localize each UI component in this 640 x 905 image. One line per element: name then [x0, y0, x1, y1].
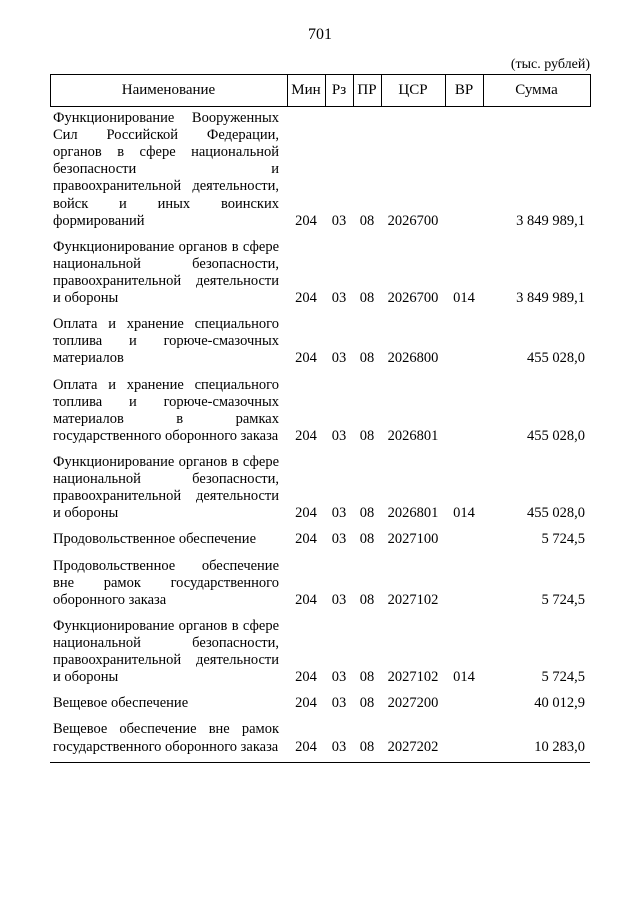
row-min: 204: [295, 350, 317, 367]
row-min: 204: [295, 738, 317, 755]
row-pr: 08: [359, 591, 375, 608]
row-vr: 014: [453, 290, 475, 307]
row-tsr: 2026801: [387, 505, 439, 522]
row-name: Оплата и хранение специального топлива и горюче-смазочных материалов: [53, 316, 279, 367]
row-min: 204: [295, 427, 317, 444]
table-row: [50, 555, 590, 615]
row-rz: 03: [331, 290, 347, 307]
row-summa: 40 012,9: [534, 695, 585, 712]
row-pr: 08: [359, 350, 375, 367]
row-tsr: 2027102: [387, 669, 439, 686]
row-pr: 08: [359, 505, 375, 522]
row-rz: 03: [331, 212, 347, 229]
row-summa: 455 028,0: [527, 350, 585, 367]
page-number: 701: [308, 26, 332, 43]
header-summa: Сумма: [483, 75, 590, 107]
row-tsr: 2027102: [387, 591, 439, 608]
row-min: 204: [295, 669, 317, 686]
row-min: 204: [295, 290, 317, 307]
row-vr: [445, 374, 483, 451]
row-tsr: 2027100: [387, 531, 439, 548]
header-name: Наименование: [50, 75, 287, 107]
table-row: [50, 528, 590, 554]
row-summa: 5 724,5: [541, 669, 585, 686]
row-min: 204: [295, 505, 317, 522]
row-vr: [445, 528, 483, 554]
row-tsr: 2027202: [387, 738, 439, 755]
row-summa: 455 028,0: [527, 505, 585, 522]
row-summa: 455 028,0: [527, 427, 585, 444]
table-row: [50, 692, 590, 718]
row-summa: 3 849 989,1: [516, 290, 585, 307]
table-body: [50, 107, 590, 763]
row-tsr: 2026700: [387, 212, 439, 229]
row-pr: 08: [359, 427, 375, 444]
row-vr: [445, 313, 483, 373]
row-name: Оплата и хранение специального топлива и горюче-смазочных материалов в рамках государственного оборонного заказа: [53, 376, 279, 444]
row-name: Функционирование органов в сфере национальной безопасности, правоохранительной деятельности и обороны: [53, 453, 279, 522]
row-vr: [445, 692, 483, 718]
row-min: 204: [295, 591, 317, 608]
table-header: [50, 75, 590, 107]
budget-table: [50, 74, 591, 763]
row-name: Продовольственное обеспечение вне рамок государственного оборонного заказа: [53, 557, 279, 608]
header-min: Мин: [287, 75, 325, 107]
row-min: 204: [295, 695, 317, 712]
row-vr: [445, 718, 483, 762]
table-row: [50, 107, 590, 236]
row-summa: 5 724,5: [541, 591, 585, 608]
row-tsr: 2026801: [387, 427, 439, 444]
row-rz: 03: [331, 591, 347, 608]
row-pr: 08: [359, 669, 375, 686]
row-summa: 3 849 989,1: [516, 212, 585, 229]
row-summa: 5 724,5: [541, 531, 585, 548]
row-vr: 014: [453, 669, 475, 686]
row-name: Функционирование Вооруженных Сил Российской Федерации, органов в сфере национальной безопасности и правоохранительной деятельности, войск и иных воинских формирований: [53, 110, 279, 229]
row-pr: 08: [359, 695, 375, 712]
row-pr: 08: [359, 531, 375, 548]
row-pr: 08: [359, 738, 375, 755]
row-rz: 03: [331, 695, 347, 712]
table-row: [50, 451, 590, 528]
row-vr: [445, 107, 483, 236]
header-pr: ПР: [353, 75, 381, 107]
row-name: Функционирование органов в сфере национальной безопасности, правоохранительной деятельности и обороны: [53, 617, 279, 686]
row-rz: 03: [331, 531, 347, 548]
row-summa: 10 283,0: [534, 738, 585, 755]
table-row: [50, 615, 590, 692]
row-name: Продовольственное обеспечение: [53, 531, 256, 548]
row-name: Вещевое обеспечение вне рамок государственного оборонного заказа: [53, 721, 279, 755]
table-row: [50, 374, 590, 451]
row-rz: 03: [331, 669, 347, 686]
header-rz: Рз: [325, 75, 353, 107]
table-row: [50, 236, 590, 313]
table-header-row: [50, 75, 590, 107]
row-name: Функционирование органов в сфере национальной безопасности, правоохранительной деятельности и обороны: [53, 238, 279, 307]
header-tsr: ЦСР: [381, 75, 445, 107]
row-tsr: 2026700: [387, 290, 439, 307]
row-pr: 08: [359, 212, 375, 229]
row-rz: 03: [331, 738, 347, 755]
table-row: [50, 718, 590, 762]
row-tsr: 2027200: [387, 695, 439, 712]
row-min: 204: [295, 531, 317, 548]
row-min: 204: [295, 212, 317, 229]
header-vr: ВР: [445, 75, 483, 107]
row-name: Вещевое обеспечение: [53, 695, 189, 712]
row-vr: [445, 555, 483, 615]
row-pr: 08: [359, 290, 375, 307]
units-note: (тыс. рублей): [510, 57, 590, 72]
table-row: [50, 313, 590, 373]
row-rz: 03: [331, 505, 347, 522]
row-rz: 03: [331, 427, 347, 444]
row-rz: 03: [331, 350, 347, 367]
row-tsr: 2026800: [387, 350, 439, 367]
row-vr: 014: [453, 505, 475, 522]
